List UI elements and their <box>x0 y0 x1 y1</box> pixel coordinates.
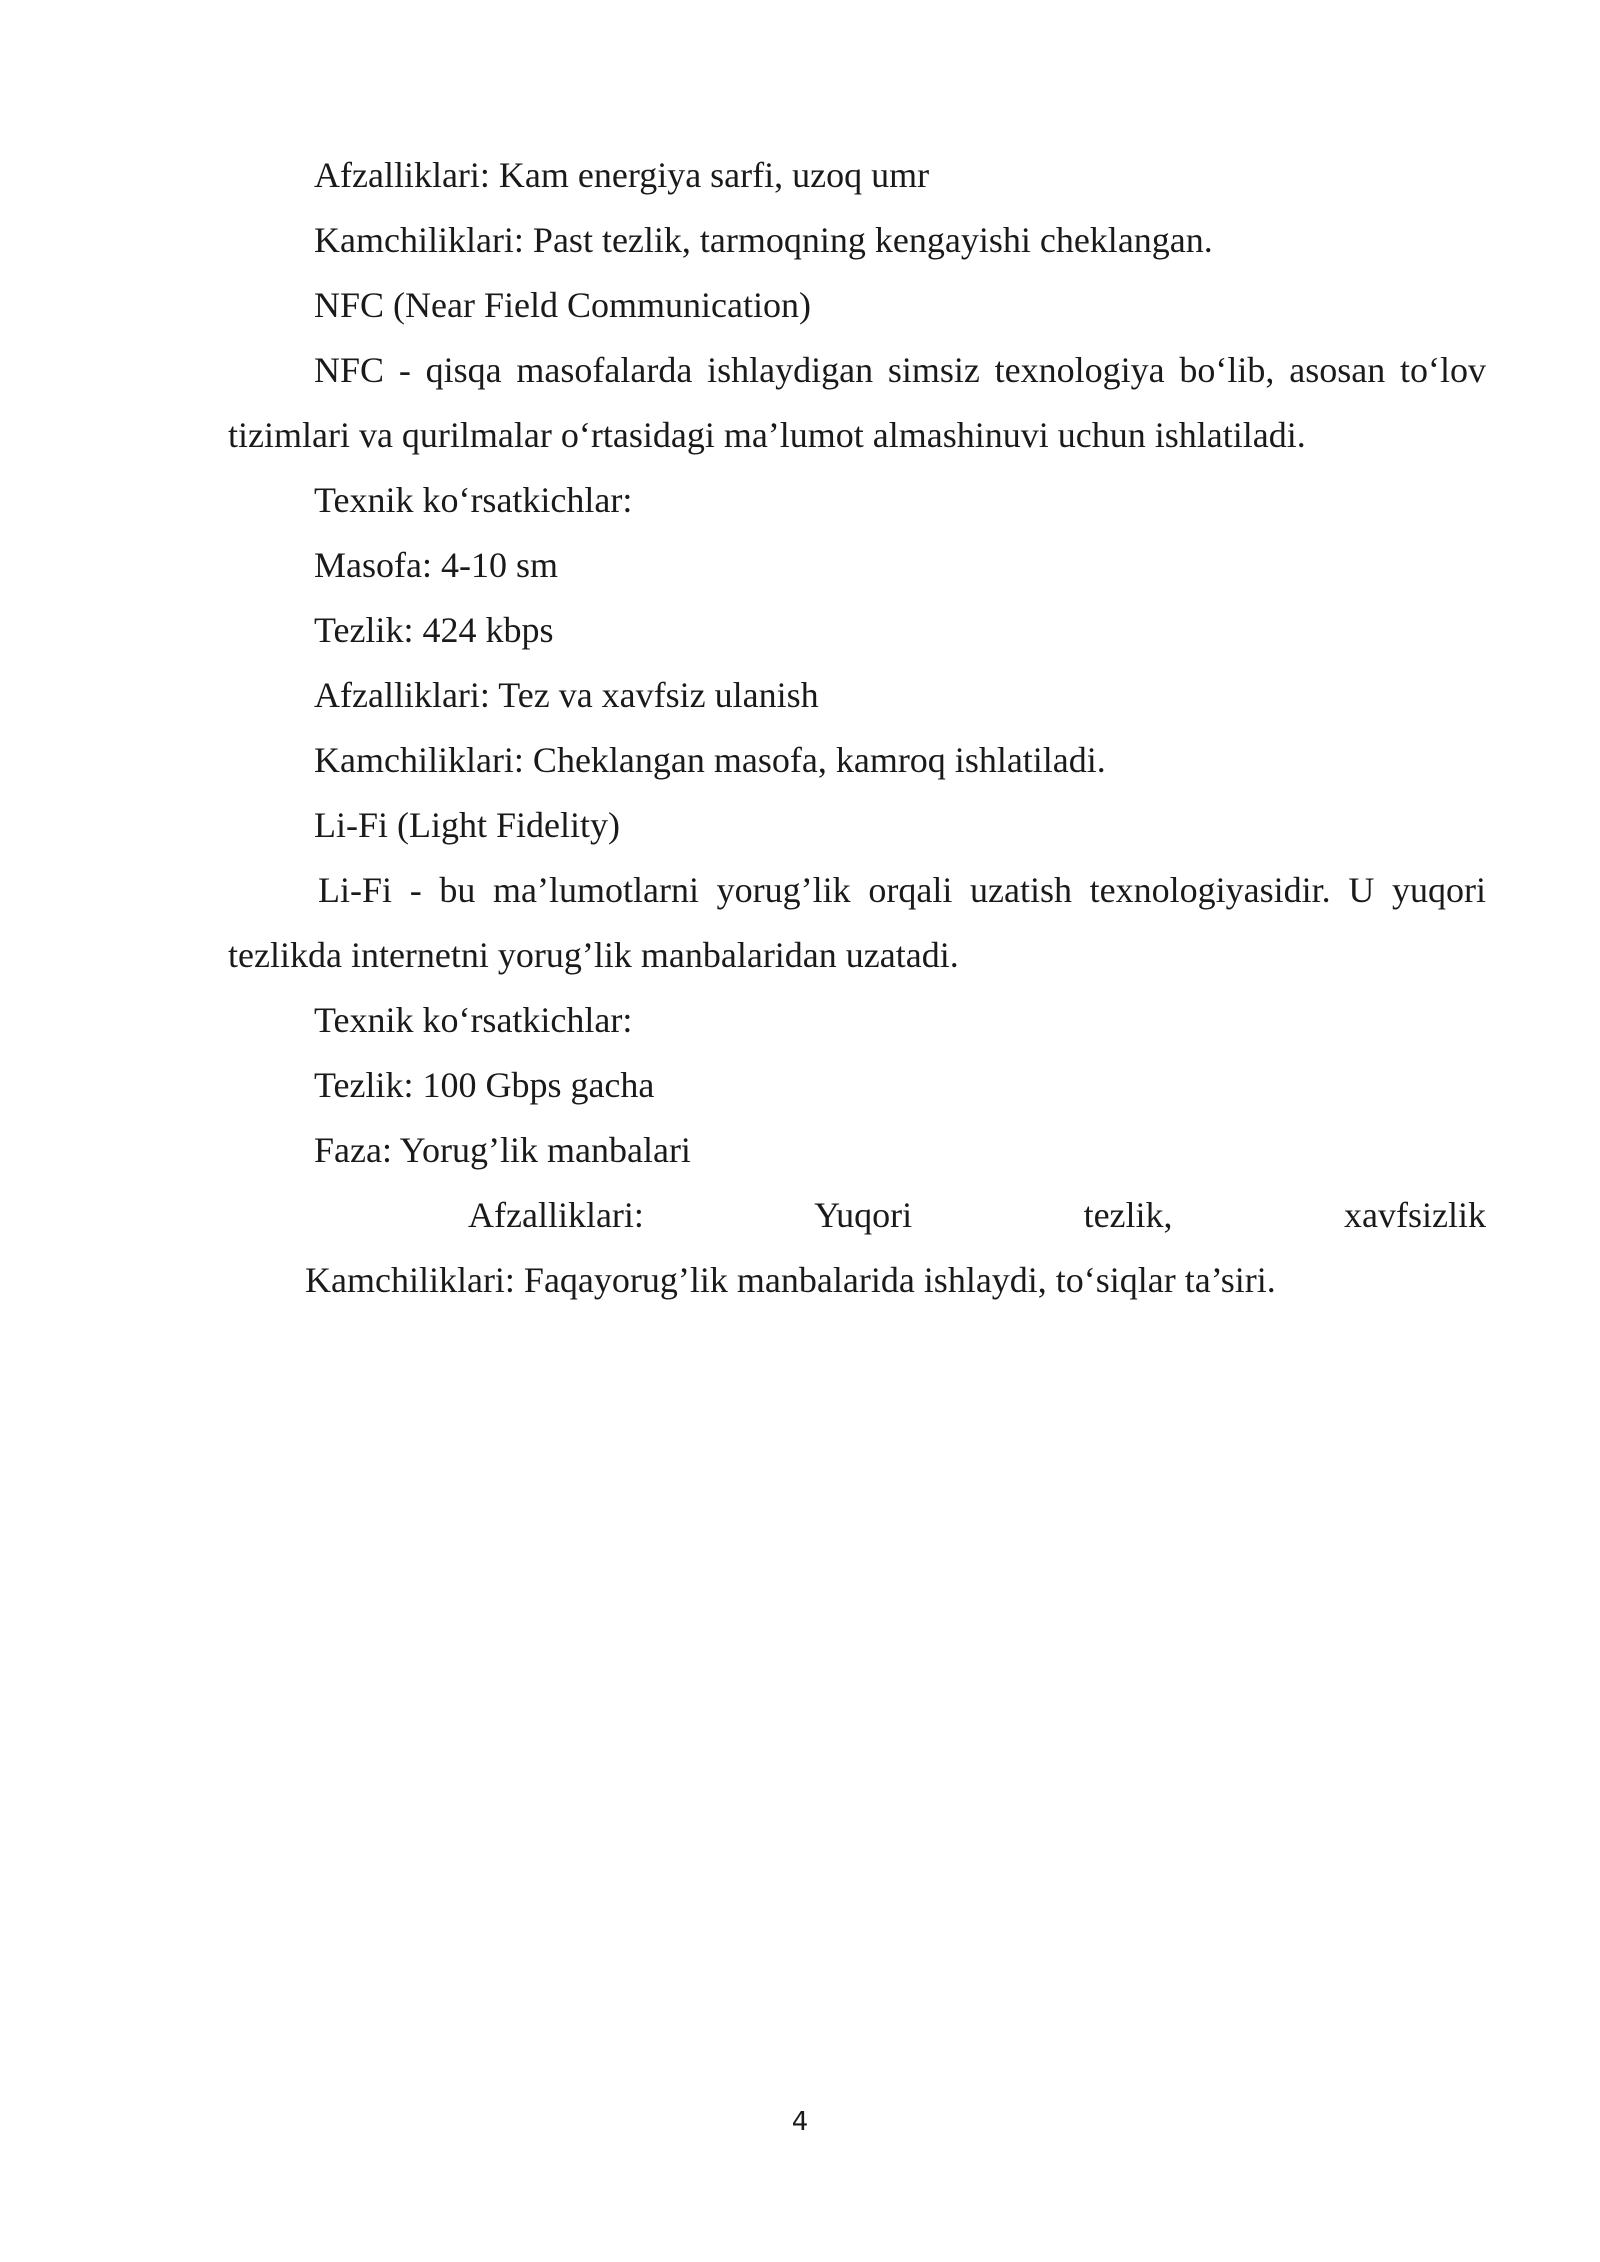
section-heading: NFC (Near Field Communication) <box>314 285 811 325</box>
paragraph-line: Li-Fi - bu ma’lumotlarni yorug’lik orqali uzatish texnologiyasidir. U yuqori <box>318 870 1486 910</box>
text-line: Tezlik: 424 kbps <box>314 610 554 650</box>
paragraph-line: tezlikda internetni yorug’lik manbalaridan uzatadi. <box>228 935 959 975</box>
text-line: Afzalliklari: Kam energiya sarfi, uzoq umr <box>314 155 930 195</box>
paragraph-line: NFC - qisqa masofalarda ishlaydigan simsiz texnologiya bo‘lib, asosan to‘lov <box>314 350 1486 390</box>
paragraph-line: Afzalliklari: Yuqori tezlik, xavfsizlik <box>468 1195 1486 1235</box>
paragraph-line: tizimlari va qurilmalar o‘rtasidagi ma’lumot almashinuvi uchun ishlatiladi. <box>228 415 1306 455</box>
text-line: Kamchiliklari: Past tezlik, tarmoqning kengayishi cheklangan. <box>314 220 1213 260</box>
text-line: Faza: Yorug’lik manbalari <box>314 1130 691 1170</box>
text-line: Kamchiliklari: Faqayorug’lik manbalarida ishlaydi, to‘siqlar ta’siri. <box>305 1260 1276 1300</box>
text-line: Afzalliklari: Tez va xavfsiz ulanish <box>314 675 819 715</box>
text-line: Kamchiliklari: Cheklangan masofa, kamroq ishlatiladi. <box>314 740 1106 780</box>
text-line: Texnik ko‘rsatkichlar: <box>314 480 633 520</box>
text-line: Tezlik: 100 Gbps gacha <box>314 1065 655 1105</box>
page-number: 4 <box>791 2107 809 2137</box>
section-heading: Li-Fi (Light Fidelity) <box>314 805 620 845</box>
text-line: Texnik ko‘rsatkichlar: <box>314 1000 633 1040</box>
text-line: Masofa: 4-10 sm <box>314 545 558 585</box>
